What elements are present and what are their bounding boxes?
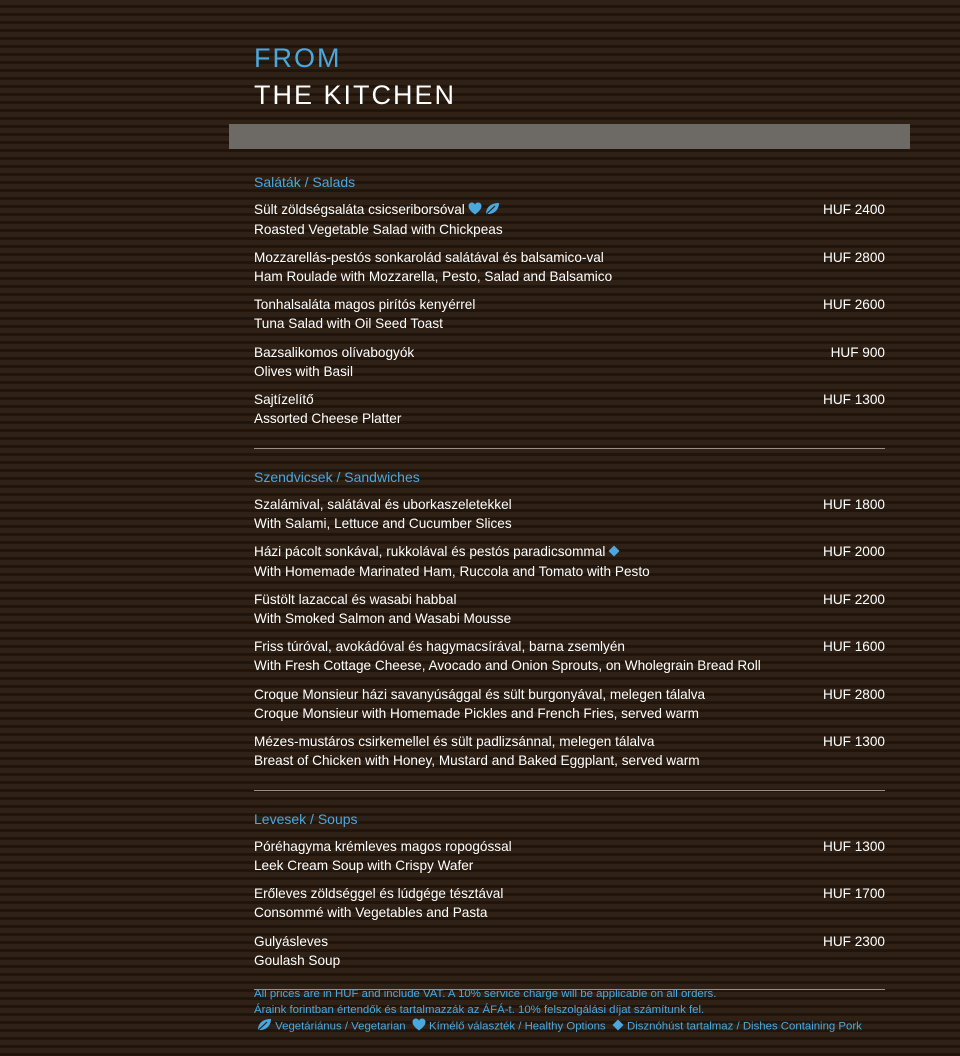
item-name-hu: Tonhalsaláta magos pirítós kenyérrel bbox=[254, 297, 476, 312]
item-price: HUF 2000 bbox=[823, 544, 885, 559]
item-name-en: Croque Monsieur with Homemade Pickles and French Fries, served warm bbox=[254, 705, 699, 721]
item-name-hu: Póréhagyma krémleves magos ropogóssal bbox=[254, 838, 512, 854]
heart-icon bbox=[412, 1018, 426, 1037]
item-name-en: Leek Cream Soup with Crispy Wafer bbox=[254, 857, 474, 873]
menu-item bbox=[254, 542, 885, 590]
item-price: HUF 1300 bbox=[823, 734, 885, 749]
item-price: HUF 2800 bbox=[823, 249, 885, 265]
footer-notes bbox=[254, 987, 885, 1037]
menu-item bbox=[254, 495, 885, 543]
item-name-hu: Bazsalikomos olívabogyók bbox=[254, 344, 415, 360]
menu-item bbox=[254, 732, 885, 780]
item-name-en: With Homemade Marinated Ham, Ruccola and Tomato with Pesto bbox=[254, 563, 650, 579]
item-name-en: With Fresh Cottage Cheese, Avocado and Onion Sprouts, on Wholegrain Bread Roll bbox=[254, 658, 761, 673]
item-name-hu: Croque Monsieur házi savanyúsággal és sült burgonyával, melegen tálalva bbox=[254, 686, 706, 702]
item-price: HUF 900 bbox=[830, 344, 885, 360]
item-name-hu: Erőleves zöldséggel és lúdgége tésztával bbox=[254, 886, 504, 901]
menu-item bbox=[254, 200, 885, 248]
menu-item bbox=[254, 295, 885, 343]
section-salads bbox=[254, 172, 885, 449]
item-name-hu: Mézes-mustáros csirkemellel és sült padlizsánnal, melegen tálalva bbox=[254, 734, 655, 749]
footer-vat-note-en: All prices are in HUF and include VAT. A 10% service charge will be applicable on all orders. bbox=[254, 988, 717, 1000]
item-price: HUF 1300 bbox=[823, 392, 885, 407]
item-name-hu: Füstölt lazaccal és wasabi habbal bbox=[254, 591, 457, 607]
menu-item bbox=[254, 932, 885, 980]
item-name-en: With Salami, Lettuce and Cucumber Slices bbox=[254, 515, 512, 531]
diamond-icon bbox=[612, 1019, 624, 1037]
item-name-hu: Sült zöldségsaláta csicseriborsóval bbox=[254, 202, 465, 217]
heart-icon bbox=[468, 201, 482, 220]
item-price: HUF 1700 bbox=[823, 886, 885, 901]
title-line-from: FROM bbox=[254, 43, 342, 73]
menu-item bbox=[254, 343, 885, 391]
section-soups bbox=[254, 809, 885, 991]
item-price: HUF 2600 bbox=[823, 297, 885, 312]
menu-item bbox=[254, 390, 885, 438]
item-name-en: Tuna Salad with Oil Seed Toast bbox=[254, 316, 443, 331]
menu-item bbox=[254, 248, 885, 296]
item-price: HUF 2800 bbox=[823, 686, 885, 702]
section-title: Levesek / Soups bbox=[254, 810, 358, 827]
item-name-hu: Mozzarellás-pestós sonkarolád salátával és balsamico-val bbox=[254, 249, 604, 265]
menu-item bbox=[254, 837, 885, 885]
leaf-icon bbox=[485, 201, 500, 220]
title-line-kitchen: THE KITCHEN bbox=[254, 80, 457, 110]
legend-label: Kímélő választék / Healthy Options bbox=[428, 1020, 606, 1033]
menu-item bbox=[254, 590, 885, 638]
footer-vat-note-hu: Áraink forintban értendők és tartalmazzák az ÁFÁ-t. 10% felszolgálási díjat számítunk fel. bbox=[254, 1003, 705, 1016]
item-price: HUF 1800 bbox=[823, 496, 885, 512]
item-price: HUF 2300 bbox=[823, 933, 885, 949]
menu-item bbox=[254, 884, 885, 932]
menu-item bbox=[254, 685, 885, 733]
section-sandwiches bbox=[254, 467, 885, 791]
section-divider bbox=[254, 448, 885, 449]
item-name-en: Roasted Vegetable Salad with Chickpeas bbox=[254, 221, 503, 237]
section-divider bbox=[254, 790, 885, 791]
item-price: HUF 1600 bbox=[823, 639, 885, 654]
legend-label: Vegetáriánus / Vegetarian bbox=[275, 1020, 406, 1033]
item-name-en: Breast of Chicken with Honey, Mustard and Baked Eggplant, served warm bbox=[254, 753, 700, 768]
item-name-hu: Szalámival, salátával és uborkaszeletekkel bbox=[254, 496, 512, 512]
header-bar bbox=[229, 124, 910, 149]
icon-legend bbox=[254, 1018, 885, 1037]
diamond-icon bbox=[608, 543, 620, 562]
item-price: HUF 1300 bbox=[823, 838, 885, 854]
legend-label: Disznóhúst tartalmaz / Dishes Containing Pork bbox=[626, 1020, 862, 1033]
menu-item bbox=[254, 637, 885, 685]
item-price: HUF 2200 bbox=[823, 591, 885, 607]
item-name-hu: Sajtízelítő bbox=[254, 392, 314, 407]
item-name-en: Goulash Soup bbox=[254, 952, 341, 968]
page-title bbox=[254, 40, 456, 114]
section-title: Saláták / Salads bbox=[254, 174, 356, 190]
item-name-en: Ham Roulade with Mozzarella, Pesto, Salad and Balsamico bbox=[254, 268, 613, 284]
leaf-icon bbox=[257, 1018, 272, 1037]
section-title: Szendvicsek / Sandwiches bbox=[254, 468, 420, 485]
item-name-en: With Smoked Salmon and Wasabi Mousse bbox=[254, 610, 512, 626]
item-name-en: Consommé with Vegetables and Pasta bbox=[254, 905, 488, 920]
menu-content bbox=[254, 172, 885, 1008]
item-name-en: Olives with Basil bbox=[254, 363, 353, 379]
item-price: HUF 2400 bbox=[823, 202, 885, 217]
item-name-hu: Friss túróval, avokádóval és hagymacsírával, barna zsemlyén bbox=[254, 639, 625, 654]
item-name-hu: Gulyásleves bbox=[254, 933, 329, 949]
item-name-en: Assorted Cheese Platter bbox=[254, 411, 402, 426]
item-name-hu: Házi pácolt sonkával, rukkolával és pestós paradicsommal bbox=[254, 544, 606, 559]
